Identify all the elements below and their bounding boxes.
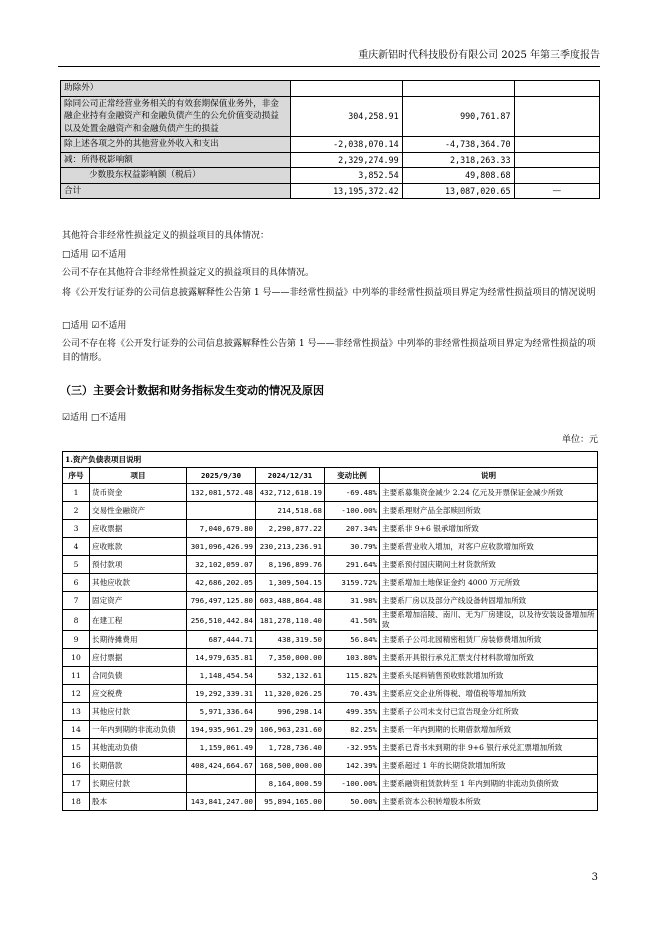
value-2025-09-30: 301,096,426.99 (187, 538, 256, 556)
explanation: 主要系子公司未支付已宣告现金分红所致 (380, 703, 598, 721)
explanation: 主要系理财产品全部赎回所致 (380, 502, 598, 520)
value-2024-12-31: 214,518.68 (256, 502, 325, 520)
non-recurring-row (61, 137, 600, 153)
change-ratio: 499.35% (325, 703, 380, 721)
value-2024-12-31: 1,728,736.40 (256, 739, 325, 757)
para-other-items: 其他符合非经常性损益定义的损益项目的具体情况： (62, 231, 270, 241)
item-name: 预付款项 (90, 556, 187, 574)
remark-cell (514, 96, 599, 137)
row-number: 16 (63, 757, 90, 775)
year-to-date-value: 2,318,263.33 (402, 152, 514, 168)
value-2025-09-30: 796,497,125.80 (187, 592, 256, 610)
value-2024-12-31: 95,894,165.00 (256, 793, 325, 811)
item-name: 货币资金 (90, 484, 187, 502)
table-row (63, 685, 598, 703)
balance-sheet-table (62, 451, 598, 811)
item-name: 应交税费 (90, 685, 187, 703)
row-label: 减：所得税影响额 (61, 152, 291, 168)
non-recurring-row (61, 81, 600, 97)
item-name: 其他应付款 (90, 703, 187, 721)
current-period-value (290, 81, 402, 97)
row-number: 15 (63, 739, 90, 757)
column-header: 说明 (380, 468, 598, 484)
change-ratio: 30.79% (325, 538, 380, 556)
table-row (63, 631, 598, 649)
current-period-value: -2,038,070.14 (290, 137, 402, 153)
current-period-value: 13,195,372.42 (290, 183, 402, 199)
value-2025-09-30: 408,424,664.67 (187, 757, 256, 775)
year-to-date-value (402, 81, 514, 97)
table-header-row (63, 468, 598, 484)
row-number: 17 (63, 775, 90, 793)
unit-label: 单位：元 (561, 435, 598, 445)
value-2025-09-30: 132,081,572.48 (187, 484, 256, 502)
row-number: 12 (63, 685, 90, 703)
value-2025-09-30: 14,979,635.81 (187, 649, 256, 667)
remark-cell (514, 81, 599, 97)
value-2025-09-30: 32,102,059.07 (187, 556, 256, 574)
row-number: 7 (63, 592, 90, 610)
change-ratio: 3159.72% (325, 574, 380, 592)
row-number: 8 (63, 610, 90, 631)
item-name: 其他流动负债 (90, 739, 187, 757)
current-period-value: 3,852.54 (290, 168, 402, 184)
year-to-date-value: -4,738,364.70 (402, 137, 514, 153)
table-row (63, 721, 598, 739)
item-name: 其他应收款 (90, 574, 187, 592)
value-2024-12-31: 603,488,864.48 (256, 592, 325, 610)
row-number: 11 (63, 667, 90, 685)
table-row (63, 556, 598, 574)
value-2024-12-31: 106,963,231.60 (256, 721, 325, 739)
remark-cell (514, 168, 599, 184)
explanation: 主要系一年内到期的长期借款增加所致 (380, 721, 598, 739)
non-recurring-row (61, 183, 600, 199)
value-2024-12-31: 8,164,000.59 (256, 775, 325, 793)
value-2024-12-31: 2,290,877.22 (256, 520, 325, 538)
change-ratio: 115.82% (325, 667, 380, 685)
column-header: 变动比例 (325, 468, 380, 484)
change-ratio: 82.25% (325, 721, 380, 739)
change-ratio: -100.00% (325, 502, 380, 520)
row-number: 2 (63, 502, 90, 520)
table-row (63, 739, 598, 757)
column-header: 2024/12/31 (256, 468, 325, 484)
explanation: 主要系资本公积转增股本所致 (380, 793, 598, 811)
non-recurring-row (61, 96, 600, 137)
explanation: 主要系超过 1 年的长期贷款增加所致 (380, 757, 598, 775)
change-ratio: -32.95% (325, 739, 380, 757)
table-row (63, 574, 598, 592)
item-name: 应收账款 (90, 538, 187, 556)
applicable-checkbox-2: □适用 ☑不适用 (62, 321, 127, 331)
page-header: 重庆新铝时代科技股份有限公司 2025 年第三季度报告 (58, 46, 600, 67)
change-ratio: -100.00% (325, 775, 380, 793)
explanation: 主要系子公司北园精密租赁厂房装修费增加所致 (380, 631, 598, 649)
value-2024-12-31: 168,500,000.00 (256, 757, 325, 775)
value-2024-12-31: 996,298.14 (256, 703, 325, 721)
value-2025-09-30: 42,686,202.05 (187, 574, 256, 592)
row-number: 3 (63, 520, 90, 538)
change-ratio: 56.84% (325, 631, 380, 649)
item-name: 股本 (90, 793, 187, 811)
table-row (63, 775, 598, 793)
current-period-value: 2,329,274.99 (290, 152, 402, 168)
row-number: 6 (63, 574, 90, 592)
item-name: 一年内到期的非流动负债 (90, 721, 187, 739)
table-row (63, 793, 598, 811)
current-period-value: 304,258.91 (290, 96, 402, 137)
table-row (63, 520, 598, 538)
value-2024-12-31: 438,319.50 (256, 631, 325, 649)
year-to-date-value: 49,808.68 (402, 168, 514, 184)
table-row (63, 610, 598, 631)
non-recurring-row (61, 152, 600, 168)
change-ratio: 41.50% (325, 610, 380, 631)
value-2025-09-30: 1,159,061.49 (187, 739, 256, 757)
value-2025-09-30: 5,971,336.64 (187, 703, 256, 721)
remark-cell (514, 152, 599, 168)
value-2025-09-30: 1,148,454.54 (187, 667, 256, 685)
item-name: 交易性金融资产 (90, 502, 187, 520)
change-ratio: 291.64% (325, 556, 380, 574)
value-2025-09-30: 687,444.71 (187, 631, 256, 649)
para-no-reclassification: 公司不存在将《公开发行证券的公司信息披露解释性公告第 1 号——非经常性损益》中列举的非经常性损益项目界定为经常性损益的项目的情形。 (62, 339, 596, 363)
explanation: 主要系营业收入增加，对客户应收款增加所致 (380, 538, 598, 556)
value-2024-12-31: 11,320,026.25 (256, 685, 325, 703)
row-number: 14 (63, 721, 90, 739)
value-2025-09-30 (187, 775, 256, 793)
explanation: 主要系应交企业所得税、增值税等增加所致 (380, 685, 598, 703)
value-2024-12-31: 230,213,236.91 (256, 538, 325, 556)
explanation: 主要系增加土地保证金约 4000 万元所致 (380, 574, 598, 592)
item-name: 长期借款 (90, 757, 187, 775)
value-2025-09-30: 256,510,442.84 (187, 610, 256, 631)
explanation: 主要系募集资金减少 2.24 亿元及开票保证金减少所致 (380, 484, 598, 502)
table-row (63, 484, 598, 502)
table-row (63, 649, 598, 667)
value-2024-12-31: 7,350,000.00 (256, 649, 325, 667)
table-row (63, 538, 598, 556)
non-recurring-items-table (60, 80, 600, 199)
change-ratio: -69.48% (325, 484, 380, 502)
item-name: 合同负债 (90, 667, 187, 685)
change-ratio: 142.39% (325, 757, 380, 775)
page-number: 3 (591, 872, 598, 883)
table-title: 1.资产负债表项目说明 (63, 452, 598, 468)
row-label: 除同公司正常经营业务相关的有效套期保值业务外，非金融企业持有金融资产和金融负债产生的公允价值变动损益以及处置金融资产和金融负债产生的损益 (61, 96, 291, 137)
para-reclassification: 将《公开发行证券的公司信息披露解释性公告第 1 号——非经常性损益》中列举的非经常性损益项目界定为经常性损益项目的情况说明 (62, 288, 596, 298)
explanation: 主要系已背书未到期的非 9+6 银行承兑汇票增加所致 (380, 739, 598, 757)
row-number: 13 (63, 703, 90, 721)
change-ratio: 207.34% (325, 520, 380, 538)
change-ratio: 31.98% (325, 592, 380, 610)
item-name: 在建工程 (90, 610, 187, 631)
explanation: 主要系预付国庆期间土材货款所致 (380, 556, 598, 574)
item-name: 长期待摊费用 (90, 631, 187, 649)
item-name: 固定资产 (90, 592, 187, 610)
para-no-other-items: 公司不存在其他符合非经常性损益定义的损益项目的具体情况。 (62, 268, 315, 278)
explanation: 主要系头尾料销售预收账款增加所致 (380, 667, 598, 685)
table-title-row (63, 452, 598, 468)
table-row (63, 667, 598, 685)
value-2025-09-30: 19,292,339.31 (187, 685, 256, 703)
explanation: 主要系融资租赁款转至 1 年内到期的非流动负债所致 (380, 775, 598, 793)
row-number: 18 (63, 793, 90, 811)
value-2025-09-30 (187, 502, 256, 520)
non-recurring-row (61, 168, 600, 184)
row-number: 4 (63, 538, 90, 556)
change-ratio: 70.43% (325, 685, 380, 703)
item-name: 应收票据 (90, 520, 187, 538)
value-2025-09-30: 143,841,247.00 (187, 793, 256, 811)
table-row (63, 703, 598, 721)
explanation: 主要系厂房以及部分产线设备转固增加所致 (380, 592, 598, 610)
row-label: 少数股东权益影响额（税后） (61, 168, 291, 184)
row-label: 助除外） (61, 81, 291, 97)
value-2024-12-31: 532,132.61 (256, 667, 325, 685)
applicable-checkbox-3: ☑适用 □不适用 (62, 413, 127, 423)
value-2025-09-30: 7,040,679.80 (187, 520, 256, 538)
change-ratio: 50.00% (325, 793, 380, 811)
table-row (63, 502, 598, 520)
row-number: 10 (63, 649, 90, 667)
row-label: 合计 (61, 183, 291, 199)
value-2025-09-30: 194,935,961.29 (187, 721, 256, 739)
row-number: 5 (63, 556, 90, 574)
value-2024-12-31: 1,309,504.15 (256, 574, 325, 592)
value-2024-12-31: 181,278,110.40 (256, 610, 325, 631)
applicable-checkbox-1: □适用 ☑不适用 (62, 250, 127, 260)
column-header: 序号 (63, 468, 90, 484)
row-number: 1 (63, 484, 90, 502)
remark-cell (514, 137, 599, 153)
row-number: 9 (63, 631, 90, 649)
value-2024-12-31: 8,196,899.76 (256, 556, 325, 574)
year-to-date-value: 13,087,020.65 (402, 183, 514, 199)
row-label: 除上述各项之外的其他营业外收入和支出 (61, 137, 291, 153)
explanation: 主要系非 9+6 银承增加所致 (380, 520, 598, 538)
column-header: 项目 (90, 468, 187, 484)
section-title: （三）主要会计数据和财务指标发生变动的情况及原因 (60, 384, 324, 397)
remark-cell: — (514, 183, 599, 199)
item-name: 应付票据 (90, 649, 187, 667)
item-name: 长期应付款 (90, 775, 187, 793)
explanation: 主要系增加涪陵、南川、无为厂房建设，以及待安装设备增加所致 (380, 610, 598, 631)
change-ratio: 103.80% (325, 649, 380, 667)
year-to-date-value: 990,761.87 (402, 96, 514, 137)
column-header: 2025/9/30 (187, 468, 256, 484)
explanation: 主要系开具银行承兑汇票支付材料款增加所致 (380, 649, 598, 667)
value-2024-12-31: 432,712,618.19 (256, 484, 325, 502)
table-row (63, 757, 598, 775)
table-row (63, 592, 598, 610)
